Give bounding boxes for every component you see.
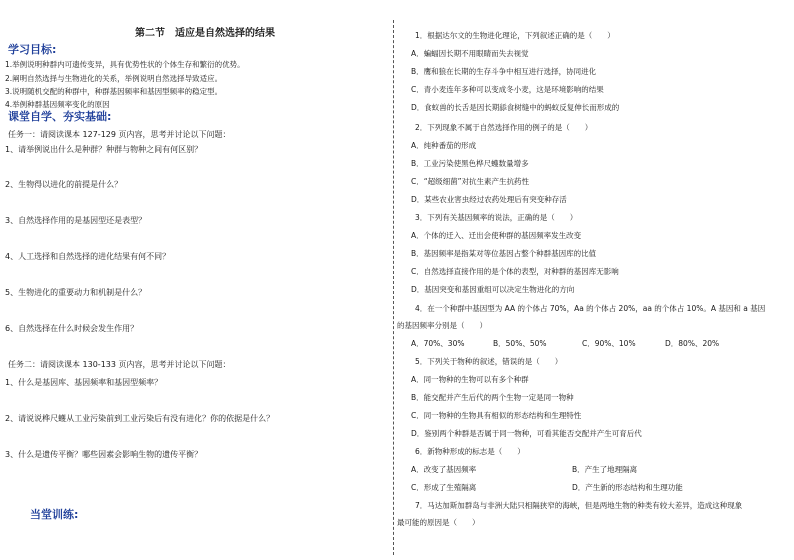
question-1: 1．根据达尔文的生物进化理论，下列叙述正确的是（ ）	[415, 31, 615, 40]
q3-option-d: D．基因突变和基因重组可以决定生物进化的方向	[411, 285, 575, 294]
q5-option-c: C．同一物种的生物具有相似的形态结构和生理特性	[411, 411, 582, 420]
objectives-heading: 学习目标:	[8, 43, 57, 56]
task-one: 任务一：请阅读课本 127-129 页内容，思考并讨论以下问题：	[8, 130, 231, 139]
objective-1: 1.举例说明种群内可遗传变异，具有优势性状的个体生存和繁衍的优势。	[5, 60, 245, 69]
q2-option-c: C．“超级细菌”对抗生素产生抗药性	[411, 177, 530, 186]
q1-option-d: D．食蚁兽的长舌是因长期舔食树缝中的蚂蚁反复伸长而形成的	[411, 103, 620, 112]
q4-option-d: D．80%、20%	[665, 339, 720, 348]
lesson-title: 第二节 适应是自然选择的结果	[135, 28, 275, 39]
q5-option-a: A．同一物种的生物可以有多个种群	[411, 375, 529, 384]
q3-option-c: C．自然选择直接作用的是个体的表型，对种群的基因库无影响	[411, 267, 619, 276]
question-7-line-2: 最可能的原因是（ ）	[397, 518, 480, 527]
task2-question-1: 1、什么是基因库、基因频率和基因型频率？	[5, 378, 163, 387]
question-3: 3．下列有关基因频率的说法，正确的是（ ）	[415, 213, 578, 222]
q1-option-a: A．蝙蝠因长期不用眼睛而失去视觉	[411, 49, 529, 58]
q6-option-a: A．改变了基因频率	[411, 465, 477, 474]
q3-option-a: A．个体的迁入、迁出会使种群的基因频率发生改变	[411, 231, 582, 240]
q2-option-d: D．某些农业害虫经过农药处理后有突变种存活	[411, 195, 567, 204]
q6-option-b: B．产生了地理隔离	[572, 465, 638, 474]
task2-question-3: 3、什么是遗传平衡？哪些因素会影响生物的遗传平衡？	[5, 450, 203, 459]
task1-question-5: 5、生物进化的重要动力和机制是什么？	[5, 288, 147, 297]
q1-option-b: B．鹰和狼在长期的生存斗争中相互进行选择，协同进化	[411, 67, 597, 76]
q4-option-c: C．90%、10%	[582, 339, 636, 348]
question-2: 2．下列现象不属于自然选择作用的例子的是（ ）	[415, 123, 593, 132]
task2-question-2: 2、请说说桦尺蠖从工业污染前到工业污染后有没有进化？你的依据是什么？	[5, 414, 275, 423]
task1-question-3: 3、自然选择作用的是基因型还是表型？	[5, 216, 147, 225]
task1-question-4: 4、人工选择和自然选择的进化结果有何不同？	[5, 252, 171, 261]
q2-option-b: B．工业污染使黑色桦尺蠖数量增多	[411, 159, 529, 168]
q3-option-b: B．基因频率是指某对等位基因占整个种群基因库的比值	[411, 249, 597, 258]
q5-option-d: D．鉴别两个种群是否属于同一物种，可看其能否交配并产生可育后代	[411, 429, 642, 438]
q2-option-a: A．纯种番茄的形成	[411, 141, 477, 150]
objective-4: 4.举例种群基因频率变化的原因	[5, 100, 110, 109]
objective-2: 2.阐明自然选择与生物进化的关系，举例说明自然选择导致适应。	[5, 74, 223, 83]
practice-heading: 当堂训练:	[30, 508, 79, 521]
task-two: 任务二：请阅读课本 130-133 页内容，思考并讨论以下问题：	[8, 360, 231, 369]
self-study-heading: 课堂自学、夯实基础:	[8, 110, 112, 123]
q4-option-b: B．50%、50%	[493, 339, 547, 348]
question-4-line-2: 的基因频率分别是（ ）	[397, 321, 487, 330]
question-5: 5．下列关于物种的叙述，错误的是（ ）	[415, 357, 563, 366]
question-7-line-1: 7．马达加斯加群岛与非洲大陆只相隔狭窄的海峡，但是两地生物的种类有较大差异，造成这种现象	[415, 501, 743, 510]
q6-option-d: D．产生新的形态结构和生理功能	[572, 483, 683, 492]
objective-3: 3.说明随机交配的种群中，种群基因频率和基因型频率的稳定型。	[5, 87, 223, 96]
task1-question-2: 2、生物得以进化的前提是什么？	[5, 180, 123, 189]
q1-option-c: C．青小麦连年多种可以变成冬小麦，这是环境影响的结果	[411, 85, 604, 94]
left-column	[0, 0, 392, 560]
question-4-line-1: 4．在一个种群中基因型为 AA 的个体占 70%，Aa 的个体占 20%，aa 的个体占 10%。A 基因和 a 基因	[415, 304, 766, 313]
question-6: 6．新物种形成的标志是（ ）	[415, 447, 525, 456]
q6-option-c: C．形成了生殖隔离	[411, 483, 477, 492]
task1-question-1: 1、请举例说出什么是种群？种群与物种之间有何区别？	[5, 145, 203, 154]
right-column	[397, 0, 794, 560]
task1-question-6: 6、自然选择在什么时候会发生作用？	[5, 324, 139, 333]
q5-option-b: B．能交配并产生后代的两个生物一定是同一物种	[411, 393, 574, 402]
column-divider	[393, 20, 394, 555]
q4-option-a: A．70%、30%	[411, 339, 465, 348]
